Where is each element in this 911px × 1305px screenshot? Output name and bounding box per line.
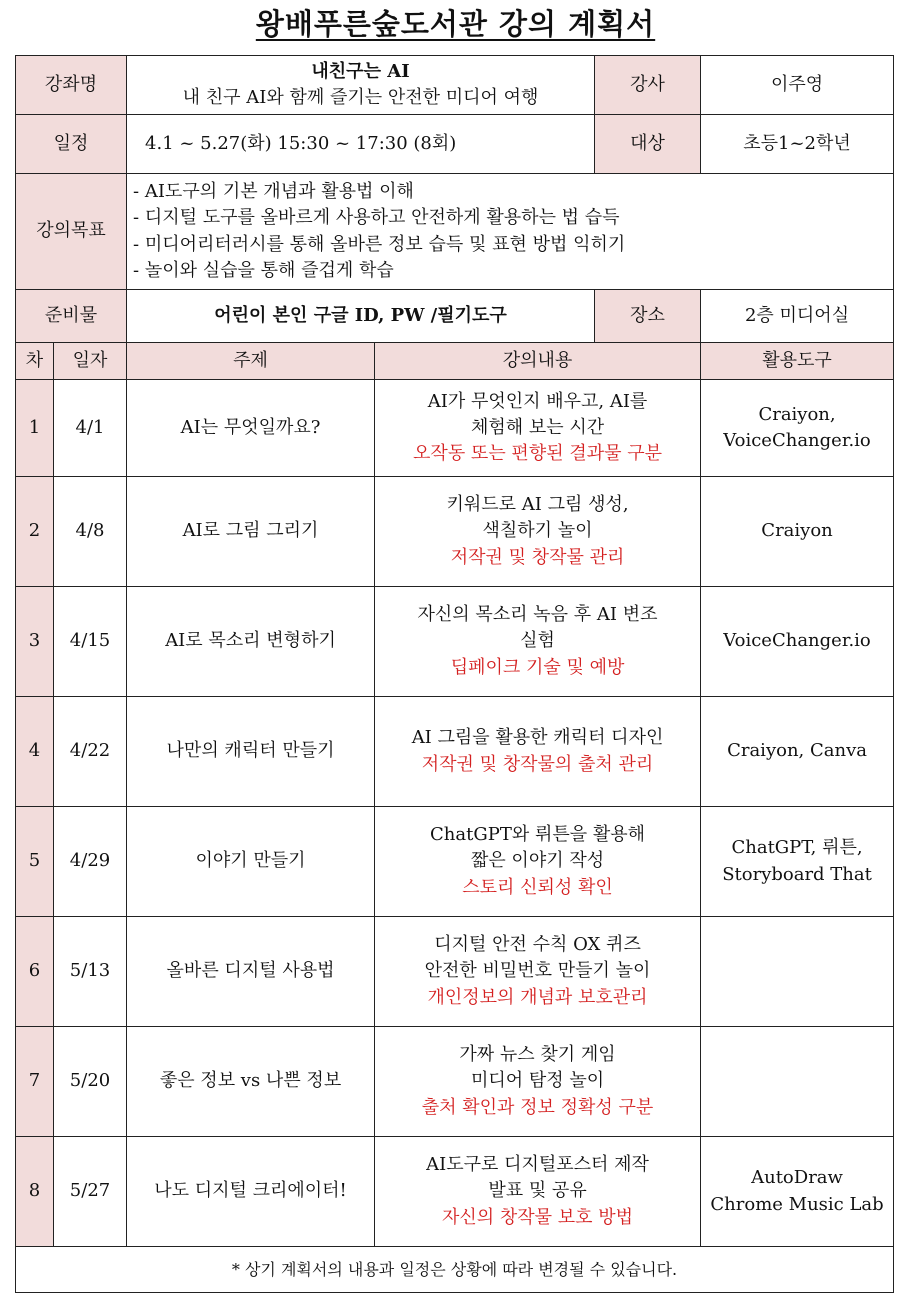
goal-item: - 미디어리터러시를 통해 올바른 정보 습득 및 표현 방법 익히기: [133, 233, 626, 255]
tool-item: Craiyon, Canva: [727, 740, 867, 762]
footer-note: * 상기 계획서의 내용과 일정은 상황에 따라 변경될 수 있습니다.: [16, 1247, 894, 1293]
col-header-topic: 주제: [127, 343, 375, 380]
session-row: [16, 917, 894, 1027]
session-row: [16, 587, 894, 697]
course-row: [16, 56, 894, 115]
session-topic: 좋은 정보 vs 나쁜 정보: [127, 1027, 375, 1137]
col-header-tools: 활용도구: [701, 343, 894, 380]
session-date: 4/29: [54, 807, 127, 917]
goal-item: - 디지털 도구를 올바르게 사용하고 안전하게 활용하는 법 습득: [133, 207, 620, 229]
session-content: [375, 1027, 701, 1137]
session-row: [16, 697, 894, 807]
session-no: 4: [16, 697, 54, 807]
course-subtitle: 내 친구 AI와 함께 즐기는 안전한 미디어 여행: [182, 87, 539, 108]
session-tools: [701, 1027, 894, 1137]
session-no: 5: [16, 807, 54, 917]
session-content: [375, 697, 701, 807]
schedule-row: [16, 115, 894, 174]
tool-item: Chrome Music Lab: [710, 1193, 884, 1215]
tool-item: Craiyon: [761, 520, 833, 542]
content-line: 체험해 보는 시간: [470, 416, 605, 438]
content-line: 자신의 목소리 녹음 후 AI 변조: [417, 604, 658, 626]
session-content: [375, 1137, 701, 1247]
session-no: 2: [16, 477, 54, 587]
content-note: 개인정보의 개념과 보호관리: [427, 986, 648, 1008]
session-tools: [701, 380, 894, 477]
materials-label: 준비물: [16, 290, 127, 343]
col-header-date: 일자: [54, 343, 127, 380]
session-row: [16, 477, 894, 587]
session-no: 8: [16, 1137, 54, 1247]
content-note: 스토리 신뢰성 확인: [462, 876, 613, 898]
content-line: 가짜 뉴스 찾기 게임: [459, 1044, 616, 1066]
session-date: 4/15: [54, 587, 127, 697]
session-row: [16, 1027, 894, 1137]
session-no: 6: [16, 917, 54, 1027]
session-date: 5/20: [54, 1027, 127, 1137]
tool-item: AutoDraw: [751, 1167, 843, 1189]
materials-row: [16, 290, 894, 343]
content-note: 오작동 또는 편향된 결과물 구분: [413, 443, 662, 465]
schedule-label: 일정: [16, 115, 127, 174]
course-cell: [127, 56, 595, 115]
course-name: 내친구는 AI: [311, 60, 410, 82]
session-topic: 이야기 만들기: [127, 807, 375, 917]
session-topic: 올바른 디지털 사용법: [127, 917, 375, 1027]
session-no: 1: [16, 380, 54, 477]
session-content: [375, 380, 701, 477]
footer-row: [16, 1247, 894, 1293]
content-line: 짧은 이야기 작성: [470, 850, 605, 872]
session-content: [375, 477, 701, 587]
session-row: [16, 807, 894, 917]
session-tools: [701, 1137, 894, 1247]
goals-label: 강의목표: [16, 174, 127, 290]
tool-item: VoiceChanger.io: [723, 430, 871, 451]
session-date: 4/22: [54, 697, 127, 807]
session-tools: [701, 917, 894, 1027]
tool-item: VoiceChanger.io: [723, 630, 871, 652]
materials-value: 어린이 본인 구글 ID, PW /필기도구: [127, 290, 595, 343]
instructor-value: 이주영: [701, 56, 894, 115]
session-content: [375, 807, 701, 917]
content-note: 딥페이크 기술 및 예방: [450, 656, 625, 678]
plan-table: [15, 55, 894, 1293]
session-row: [16, 1137, 894, 1247]
goals-row: [16, 174, 894, 290]
session-date: 4/8: [54, 477, 127, 587]
content-line: AI 그림을 활용한 캐릭터 디자인: [411, 727, 664, 749]
col-header-no: 차: [16, 343, 54, 380]
content-line: 키워드로 AI 그림 생성,: [446, 494, 629, 516]
session-date: 5/13: [54, 917, 127, 1027]
place-label: 장소: [595, 290, 701, 343]
session-tools: [701, 477, 894, 587]
content-line: 발표 및 공유: [488, 1180, 587, 1202]
session-no: 7: [16, 1027, 54, 1137]
session-topic: AI로 그림 그리기: [127, 477, 375, 587]
goal-item: - 놀이와 실습을 통해 즐겁게 학습: [133, 259, 394, 281]
column-header-row: [16, 343, 894, 380]
goal-item: - AI도구의 기본 개념과 활용법 이해: [133, 181, 414, 203]
content-note: 저작권 및 창작물 관리: [450, 546, 625, 568]
content-line: AI가 무엇인지 배우고, AI를: [427, 390, 648, 412]
session-row: [16, 380, 894, 477]
content-line: ChatGPT와 뤼튼을 활용해: [430, 824, 646, 846]
col-header-content: 강의내용: [375, 343, 701, 380]
session-date: 4/1: [54, 380, 127, 477]
content-line: 색칠하기 놀이: [482, 520, 593, 542]
session-content: [375, 587, 701, 697]
content-line: AI도구로 디지털포스터 제작: [426, 1154, 649, 1176]
page-title: 왕배푸른숲도서관 강의 계획서: [255, 7, 656, 41]
session-tools: [701, 697, 894, 807]
content-note: 자신의 창작물 보호 방법: [442, 1206, 634, 1228]
tool-item: Craiyon,: [758, 403, 836, 425]
page-title-wrap: [0, 2, 911, 43]
course-label: 강좌명: [16, 56, 127, 115]
content-line: 디지털 안전 수칙 OX 퀴즈: [434, 934, 641, 956]
instructor-label: 강사: [595, 56, 701, 115]
content-note: 출처 확인과 정보 정확성 구분: [421, 1096, 654, 1118]
target-label: 대상: [595, 115, 701, 174]
session-content: [375, 917, 701, 1027]
session-tools: [701, 587, 894, 697]
session-topic: 나만의 캐릭터 만들기: [127, 697, 375, 807]
session-topic: 나도 디지털 크리에이터!: [127, 1137, 375, 1247]
place-value: 2층 미디어실: [701, 290, 894, 343]
tool-item: ChatGPT, 뤼튼,: [731, 837, 863, 859]
session-tools: [701, 807, 894, 917]
tool-item: Storyboard That: [722, 863, 872, 885]
content-line: 안전한 비밀번호 만들기 놀이: [424, 960, 651, 982]
session-topic: AI로 목소리 변형하기: [127, 587, 375, 697]
content-line: 실험: [520, 630, 555, 652]
schedule-value: 4.1 ~ 5.27(화) 15:30 ~ 17:30 (8회): [127, 115, 595, 174]
goals-cell: [127, 174, 894, 290]
session-date: 5/27: [54, 1137, 127, 1247]
session-topic: AI는 무엇일까요?: [127, 380, 375, 477]
content-note: 저작권 및 창작물의 출처 관리: [421, 753, 654, 775]
content-line: 미디어 탐정 놀이: [470, 1070, 605, 1092]
session-no: 3: [16, 587, 54, 697]
target-value: 초등1~2학년: [701, 115, 894, 174]
